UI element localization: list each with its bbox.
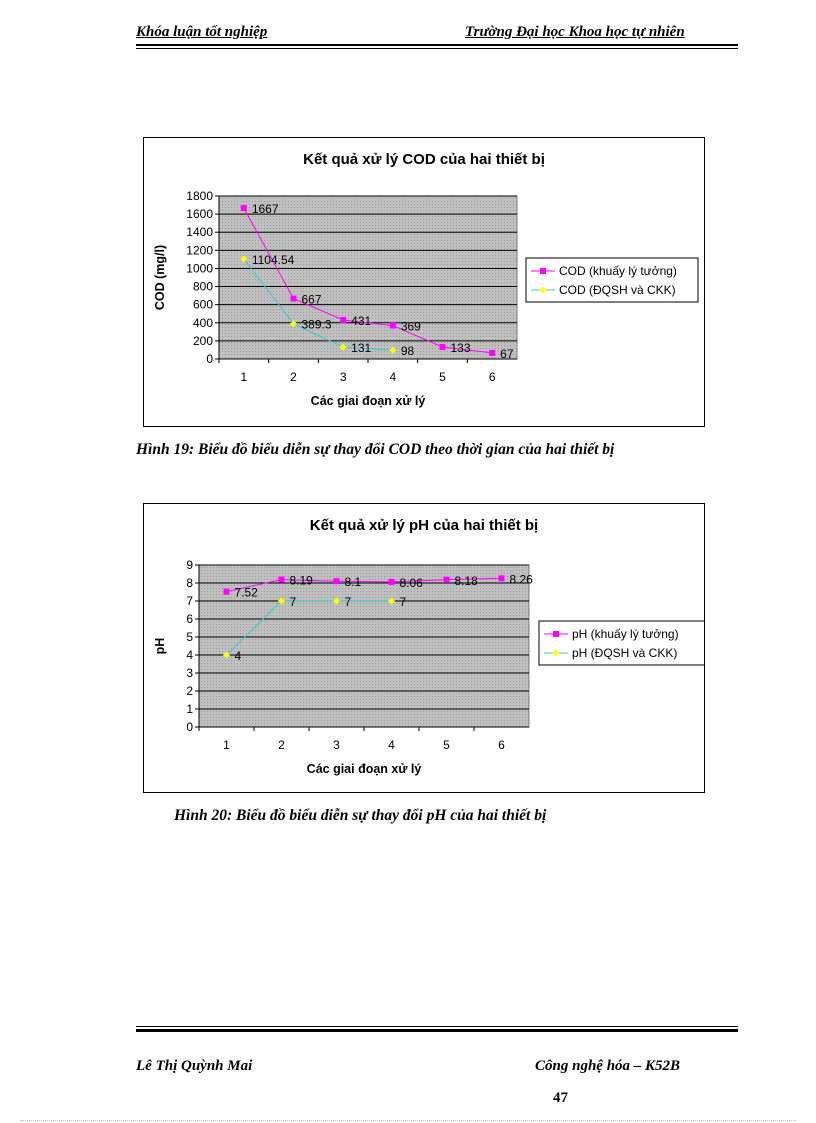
x-tick-label: 2	[290, 370, 297, 384]
data-point-marker	[241, 205, 247, 211]
data-label: 8.19	[289, 573, 313, 588]
data-label: 131	[351, 341, 372, 356]
footer-rule-thin	[136, 1026, 738, 1027]
data-label: 7	[289, 595, 297, 609]
data-label: 1667	[251, 202, 279, 217]
y-tick-label: 1800	[186, 189, 213, 203]
plot-area	[219, 196, 517, 359]
figure-20-caption: Hình 20: Biểu đồ biểu diễn sự thay đổi pH của hai thiết bị	[174, 807, 547, 824]
data-label: 431	[351, 313, 372, 328]
ph-chart-frame	[143, 503, 705, 793]
x-tick-label: 5	[443, 738, 450, 752]
x-tick-label: 3	[333, 738, 340, 752]
x-axis-title: Các giai đoạn xử lý	[310, 394, 426, 408]
y-tick-label: 800	[192, 279, 213, 294]
y-tick-label: 400	[192, 315, 213, 330]
legend-label: pH (khuấy lý tưởng)	[572, 627, 679, 641]
chart-title: Kết quả xử lý pH của hai thiết bị	[309, 517, 539, 534]
y-tick-label: 7	[186, 594, 193, 608]
y-tick-label: 1000	[186, 261, 213, 276]
y-tick-label: 1400	[186, 225, 213, 240]
y-tick-label: 1600	[186, 207, 213, 222]
data-label: 8.1	[344, 575, 362, 590]
x-tick-label: 4	[388, 738, 395, 752]
y-tick-label: 5	[186, 630, 193, 644]
y-tick-label: 600	[192, 297, 213, 312]
page-number: 47	[553, 1090, 568, 1106]
cod-chart	[144, 138, 704, 426]
x-tick-label: 4	[389, 370, 397, 384]
data-label: 667	[301, 292, 322, 307]
legend-label: COD (ĐQSH và CKK)	[559, 283, 676, 297]
x-tick-label: 1	[240, 370, 248, 384]
data-label: 133	[450, 340, 471, 355]
data-point-marker	[499, 575, 505, 581]
x-axis-title: Các giai đoạn xử lý	[306, 762, 422, 776]
legend-label: COD (khuấy lý tưởng)	[559, 264, 677, 278]
data-label: 8.18	[454, 573, 478, 588]
header-right: Trường Đại học Khoa học tự nhiên	[465, 24, 685, 40]
data-label: 389.3	[301, 317, 332, 332]
x-tick-label: 3	[339, 370, 347, 384]
page-edge-dots	[20, 1120, 796, 1121]
y-axis-title: pH	[153, 637, 167, 655]
legend-marker	[553, 631, 559, 637]
y-tick-label: 3	[186, 666, 193, 680]
data-point-marker	[334, 578, 340, 584]
header-rule-thin	[136, 48, 738, 49]
footer-rule	[136, 1029, 738, 1032]
legend-marker	[540, 268, 546, 274]
data-label: 7	[399, 595, 407, 609]
y-tick-label: 8	[186, 576, 193, 590]
data-label: 7.52	[234, 585, 258, 600]
y-tick-label: 1	[186, 702, 193, 716]
header-rule	[136, 44, 738, 46]
data-point-marker	[440, 344, 446, 350]
y-tick-label: 4	[186, 648, 193, 662]
x-tick-label: 6	[498, 738, 505, 752]
cod-chart-frame	[143, 137, 705, 427]
x-tick-label: 2	[278, 738, 285, 752]
data-point-marker	[489, 350, 495, 356]
footer-author: Lê Thị Quỳnh Mai	[136, 1058, 253, 1074]
data-point-marker	[390, 323, 396, 329]
y-tick-label: 9	[186, 558, 193, 572]
header-left: Khóa luận tốt nghiệp	[136, 24, 268, 40]
footer-class: Công nghệ hóa – K52B	[535, 1058, 681, 1074]
y-tick-label: 200	[192, 333, 213, 348]
data-label: 4	[234, 649, 242, 663]
y-tick-label: 0	[186, 720, 193, 734]
x-tick-label: 1	[223, 738, 230, 752]
figure-19-caption: Hình 19: Biểu đồ biểu diễn sự thay đổi COD theo thời gian của hai thiết bị	[136, 441, 615, 458]
ph-chart	[144, 504, 704, 792]
y-tick-label: 6	[186, 612, 193, 626]
y-tick-label: 2	[186, 684, 193, 698]
data-label: 67	[500, 346, 514, 361]
chart-title: Kết quả xử lý COD của hai thiết bị	[303, 151, 545, 168]
x-tick-label: 6	[488, 370, 496, 384]
y-axis-title: COD (mg/l)	[153, 244, 167, 311]
data-label: 1104.54	[251, 252, 295, 267]
data-label: 8.26	[509, 572, 533, 587]
data-label: 369	[400, 319, 421, 334]
x-tick-label: 5	[439, 370, 446, 384]
data-point-marker	[224, 589, 230, 595]
data-label: 7	[344, 595, 352, 609]
data-label: 8.06	[399, 575, 423, 590]
data-point-marker	[340, 317, 346, 323]
legend-label: pH (ĐQSH và CKK)	[572, 646, 678, 660]
y-tick-label: 0	[206, 352, 213, 366]
data-point-marker	[389, 579, 395, 585]
data-point-marker	[279, 577, 285, 583]
y-tick-label: 1200	[186, 243, 213, 258]
data-point-marker	[291, 296, 297, 302]
data-label: 98	[400, 344, 415, 359]
data-point-marker	[444, 577, 450, 583]
